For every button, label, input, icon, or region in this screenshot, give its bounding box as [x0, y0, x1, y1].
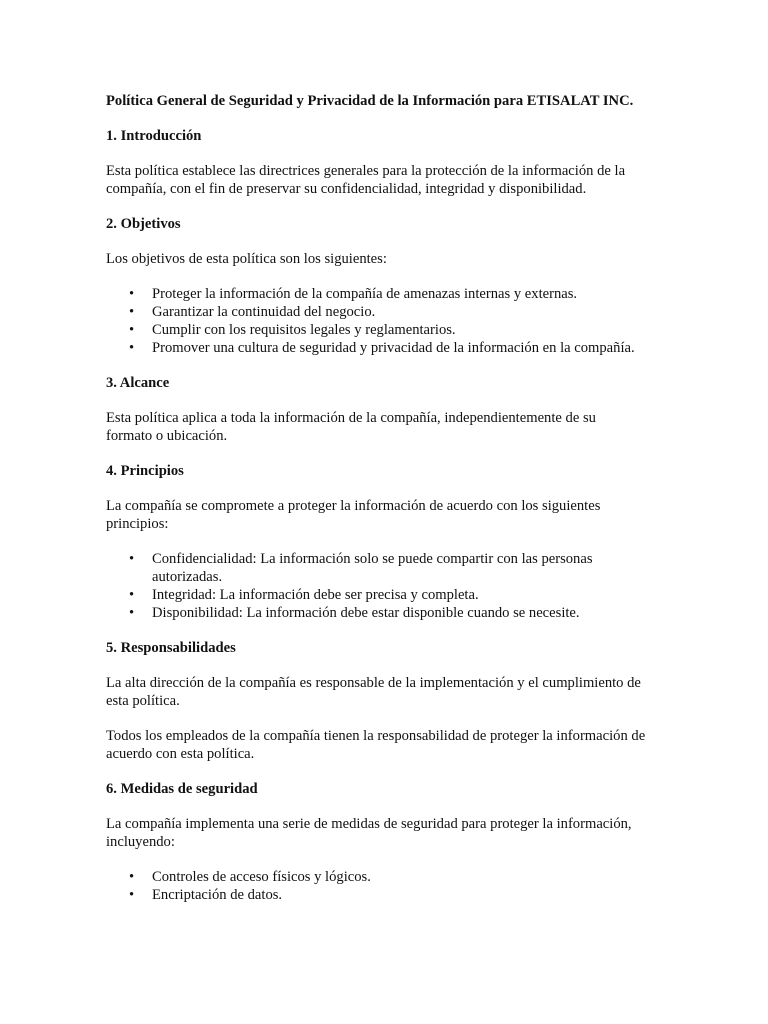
- list-item-text: Promover una cultura de seguridad y privacidad de la información en la compañía.: [152, 340, 635, 356]
- bullet-icon: •: [129, 551, 135, 567]
- bullet-list: [106, 868, 666, 904]
- list-item-text: Controles de acceso físicos y lógicos.: [152, 869, 371, 885]
- paragraph: Esta política establece las directrices generales para la protección de la información de la compañía, con el fin de preservar su confidencialidad, integridad y disponibilidad.: [106, 163, 626, 197]
- list-item-text: Disponibilidad: La información debe estar disponible cuando se necesite.: [152, 605, 580, 621]
- list-item-text: Confidencialidad: La información solo se puede compartir con las personas autorizadas.: [152, 551, 593, 585]
- paragraph: La compañía implementa una serie de medidas de seguridad para proteger la información, incluyendo:: [106, 816, 632, 850]
- bullet-icon: •: [129, 605, 135, 621]
- paragraph: Esta política aplica a toda la información de la compañía, independientemente de su formato o ubicación.: [106, 410, 596, 444]
- bullet-icon: •: [129, 322, 135, 338]
- list-item: [129, 339, 666, 357]
- list-item: [129, 586, 622, 604]
- paragraph: La compañía se compromete a proteger la información de acuerdo con los siguientes principios:: [106, 498, 601, 532]
- document-body: [106, 92, 666, 921]
- list-item: [129, 303, 666, 321]
- section-heading-introduccion: 1. Introducción: [106, 128, 202, 144]
- bullet-list: [106, 550, 622, 622]
- list-item-text: Cumplir con los requisitos legales y reglamentarios.: [152, 322, 456, 338]
- list-item: [129, 550, 622, 586]
- paragraph: Todos los empleados de la compañía tienen la responsabilidad de proteger la información de acuerdo con esta política.: [106, 728, 646, 762]
- document-title: Política General de Seguridad y Privacidad de la Información para ETISALAT INC.: [106, 93, 634, 109]
- section-heading-objetivos: 2. Objetivos: [106, 216, 181, 232]
- paragraph: La alta dirección de la compañía es responsable de la implementación y el cumplimiento de esta política.: [106, 675, 641, 709]
- bullet-icon: •: [129, 587, 135, 603]
- bullet-icon: •: [129, 304, 135, 320]
- bullet-icon: •: [129, 286, 135, 302]
- section-heading-responsabilidades: 5. Responsabilidades: [106, 640, 236, 656]
- section-heading-alcance: 3. Alcance: [106, 375, 170, 391]
- bullet-icon: •: [129, 869, 135, 885]
- list-item-text: Integridad: La información debe ser precisa y completa.: [152, 587, 479, 603]
- bullet-icon: •: [129, 887, 135, 903]
- list-item: [129, 604, 622, 622]
- section-heading-medidas-de-seguridad: 6. Medidas de seguridad: [106, 781, 258, 797]
- list-item-text: Encriptación de datos.: [152, 887, 283, 903]
- paragraph: Los objetivos de esta política son los siguientes:: [106, 251, 387, 267]
- section-heading-principios: 4. Principios: [106, 463, 184, 479]
- bullet-icon: •: [129, 340, 135, 356]
- list-item: [129, 886, 666, 904]
- list-item: [129, 285, 666, 303]
- list-item: [129, 868, 666, 886]
- list-item: [129, 321, 666, 339]
- list-item-text: Garantizar la continuidad del negocio.: [152, 304, 376, 320]
- bullet-list: [106, 285, 666, 357]
- list-item-text: Proteger la información de la compañía de amenazas internas y externas.: [152, 286, 578, 302]
